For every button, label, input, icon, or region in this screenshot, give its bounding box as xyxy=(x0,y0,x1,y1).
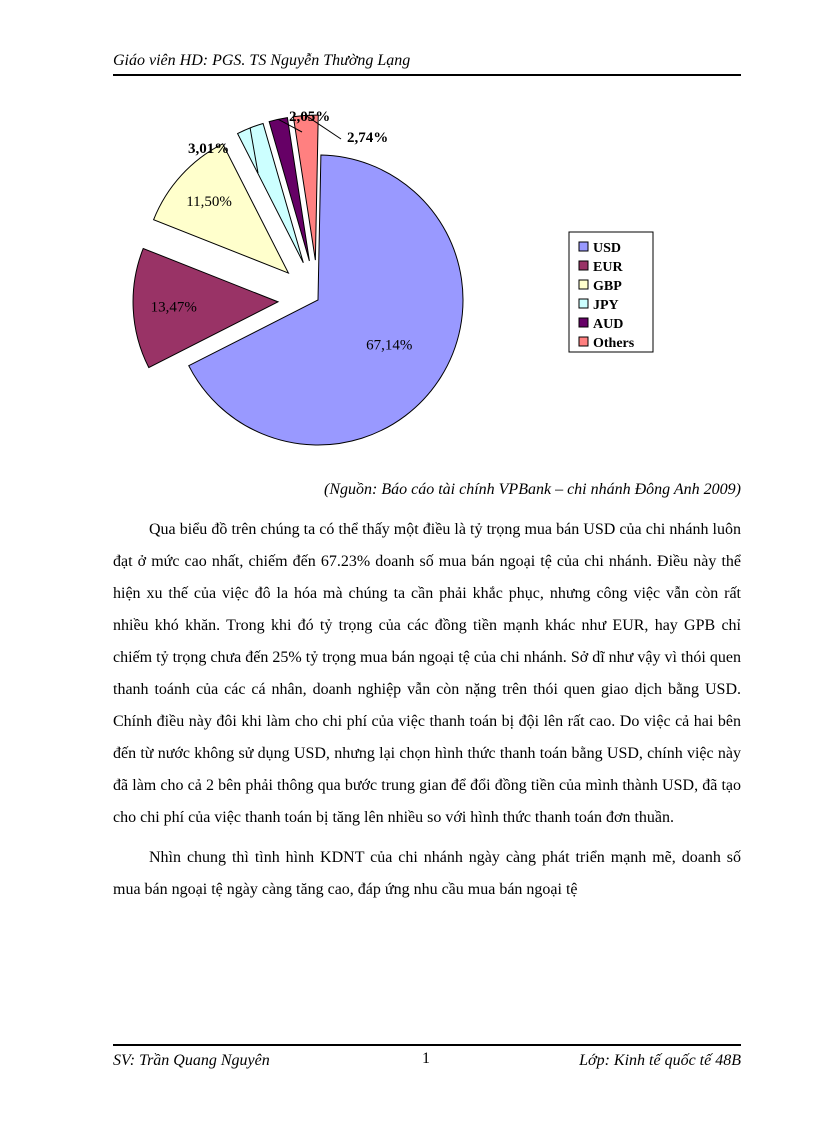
legend-label-usd: USD xyxy=(593,241,622,256)
legend-swatch-others xyxy=(579,337,588,346)
slice-label-others: 2,74% xyxy=(347,130,389,146)
pie-chart xyxy=(113,95,673,455)
legend-label-jpy: JPY xyxy=(593,298,619,313)
slice-label-aud: 2,05% xyxy=(289,109,331,125)
paragraph-2: Nhìn chung thì tình hình KDNT của chi nhánh ngày càng phát triển mạnh mẽ, doanh số mua bán ngoại tệ ngày càng tăng cao, đáp ứng nhu cầu mua bán ngoại tệ xyxy=(113,849,741,898)
legend-swatch-eur xyxy=(579,261,588,270)
page-footer xyxy=(113,1044,741,1072)
slice-label-eur: 13,47% xyxy=(150,299,197,316)
slice-label-gbp: 11,50% xyxy=(186,193,232,210)
page-number: 1 xyxy=(422,1050,430,1067)
legend-label-eur: EUR xyxy=(593,260,623,275)
chart-source-note: (Nguồn: Báo cáo tài chính VPBank – chi nhánh Đông Anh 2009) xyxy=(324,481,741,498)
legend-swatch-gbp xyxy=(579,280,588,289)
legend-swatch-usd xyxy=(579,242,588,251)
footer-class: Lớp: Kinh tế quốc tế 48B xyxy=(579,1052,741,1069)
slice-label-usd: 67,14% xyxy=(366,337,413,354)
pie-slices xyxy=(133,115,463,445)
paragraph-1: Qua biểu đồ trên chúng ta có thể thấy một điều là tỷ trọng mua bán USD của chi nhánh luôn đạt ở mức cao nhất, chiếm đến 67.23% doanh số mua bán ngoại tệ của chi nhánh. Điều này thể hiện xu thế của việc đô la hóa mà chúng ta cần phải khắc phục, nhưng công việc vẫn còn rất nhiều khó khăn. Trong khi đó tỷ trọng của các đồng tiền mạnh khác như EUR, hay GPB chỉ chiếm tỷ trọng chưa đến 25% tỷ trọng mua bán ngoại tệ của chi nhánh. Sở dĩ như vậy vì thói quen thanh toánh của các cá nhân, doanh nghiệp vẫn còn nặng trên thói quen giao dịch bằng USD. Chính điều này đôi khi làm cho chi phí của việc thanh toán bị đội lên rất cao. Do việc cả hai bên đến từ nước không sử dụng USD, nhưng lại chọn hình thức thanh toán bằng USD, chính việc này đã làm cho cả 2 bên phải thông qua bước trung gian để đổi đồng tiền của mình thành USD, đã tạo cho chi phí của việc thanh toán bị tăng lên nhiều so với hình thức thanh toán đơn thuần. xyxy=(113,521,741,826)
slice-label-jpy: 3,01% xyxy=(188,141,230,157)
chart-legend xyxy=(569,232,653,352)
legend-swatch-jpy xyxy=(579,299,588,308)
legend-label-gbp: GBP xyxy=(593,279,622,294)
footer-student: SV: Trần Quang Nguyên xyxy=(113,1052,270,1069)
legend-label-others: Others xyxy=(593,336,635,351)
body-text xyxy=(113,514,741,914)
header-text: Giáo viên HD: PGS. TS Nguyễn Thường Lạng xyxy=(113,52,411,69)
legend-swatch-aud xyxy=(579,318,588,327)
page-header xyxy=(113,50,741,76)
legend-label-aud: AUD xyxy=(593,317,624,332)
